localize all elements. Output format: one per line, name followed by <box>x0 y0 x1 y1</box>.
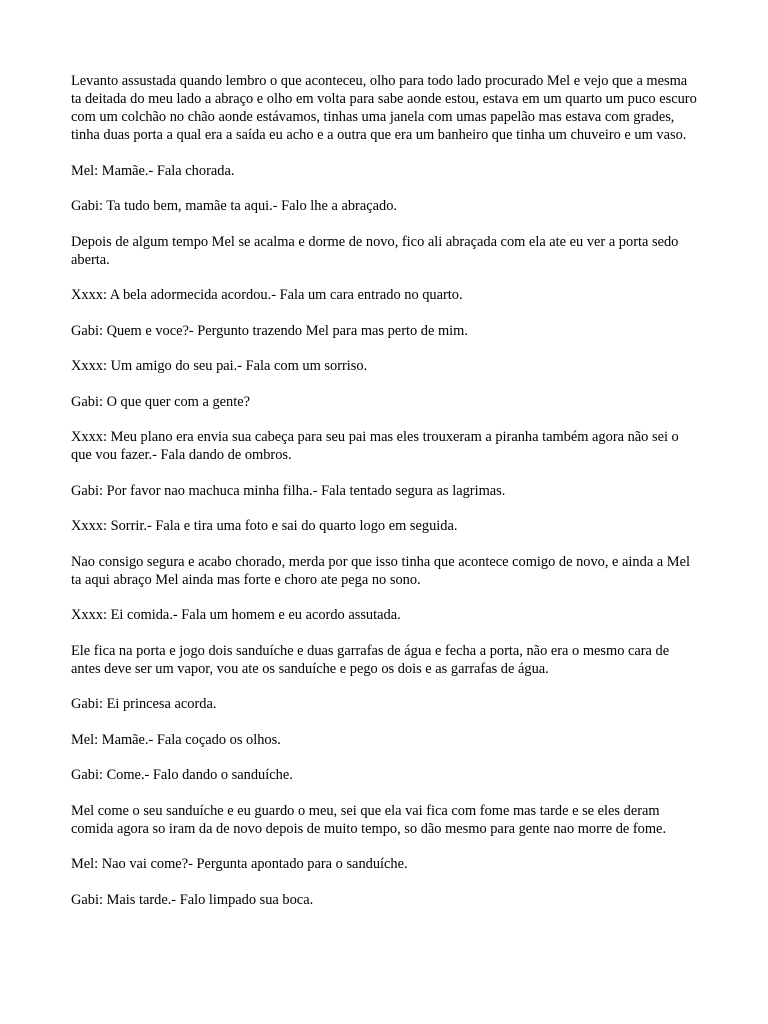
paragraph: Gabi: Come.- Falo dando o sanduíche. <box>71 767 293 783</box>
paragraph: Levanto assustada quando lembro o que aconteceu, olho para todo lado procurado Mel e vejo que a mesma ta deitada do meu lado a abraço e olho em volta para sabe aonde estou, estava em um quarto um puco escuro com um colchão no chão aonde estávamos, tinhas uma janela com umas papelão mas estava com grades, tinha duas porta a qual era a saída eu acho e a outra que era um banheiro que tinha um chuveiro e um vaso. <box>71 73 697 143</box>
paragraph: Nao consigo segura e acabo chorado, merda por que isso tinha que acontece comigo de novo, e ainda a Mel ta aqui abraço Mel ainda mas forte e choro ate pega no sono. <box>71 553 690 588</box>
paragraph: Mel: Nao vai come?- Pergunta apontado para o sanduíche. <box>71 856 408 872</box>
paragraph: Xxxx: Sorrir.- Fala e tira uma foto e sai do quarto logo em seguida. <box>71 518 458 534</box>
paragraph: Gabi: Ei princesa acorda. <box>71 696 217 712</box>
paragraph: Depois de algum tempo Mel se acalma e dorme de novo, fico ali abraçada com ela ate eu ver a porta sedo aberta. <box>71 233 679 268</box>
paragraph: Gabi: Ta tudo bem, mamãe ta aqui.- Falo lhe a abraçado. <box>71 198 397 214</box>
paragraph: Mel: Mamãe.- Fala chorada. <box>71 162 235 179</box>
paragraph: Xxxx: Meu plano era envia sua cabeça para seu pai mas eles trouxeram a piranha também agora não sei o que vou fazer.- Fala dando de ombros. <box>71 429 679 463</box>
paragraph: Gabi: Mais tarde.- Falo limpado sua boca. <box>71 891 314 908</box>
paragraph: Ele fica na porta e jogo dois sanduíche e duas garrafas de água e fecha a porta, não era o mesmo cara de antes deve ser um vapor, vou ate os sanduíche e pego os dois e as garrafas de água. <box>71 642 670 677</box>
paragraph: Xxxx: Um amigo do seu pai.- Fala com um sorriso. <box>71 358 368 374</box>
paragraph: Gabi: Por favor nao machuca minha filha.- Fala tentado segura as lagrimas. <box>71 482 506 499</box>
document-body <box>71 72 701 926</box>
paragraph: Xxxx: A bela adormecida acordou.- Fala um cara entrado no quarto. <box>71 287 463 303</box>
paragraph: Gabi: O que quer com a gente? <box>71 393 251 410</box>
paragraph: Xxxx: Ei comida.- Fala um homem e eu acordo assutada. <box>71 607 401 623</box>
paragraph: Mel: Mamãe.- Fala coçado os olhos. <box>71 731 281 748</box>
paragraph: Mel come o seu sanduíche e eu guardo o meu, sei que ela vai fica com fome mas tarde e se eles deram comida agora so iram da de novo depois de muito tempo, so dão mesmo para gente nao morre de fome. <box>71 802 667 837</box>
paragraph: Gabi: Quem e voce?- Pergunto trazendo Mel para mas perto de mim. <box>71 322 468 339</box>
